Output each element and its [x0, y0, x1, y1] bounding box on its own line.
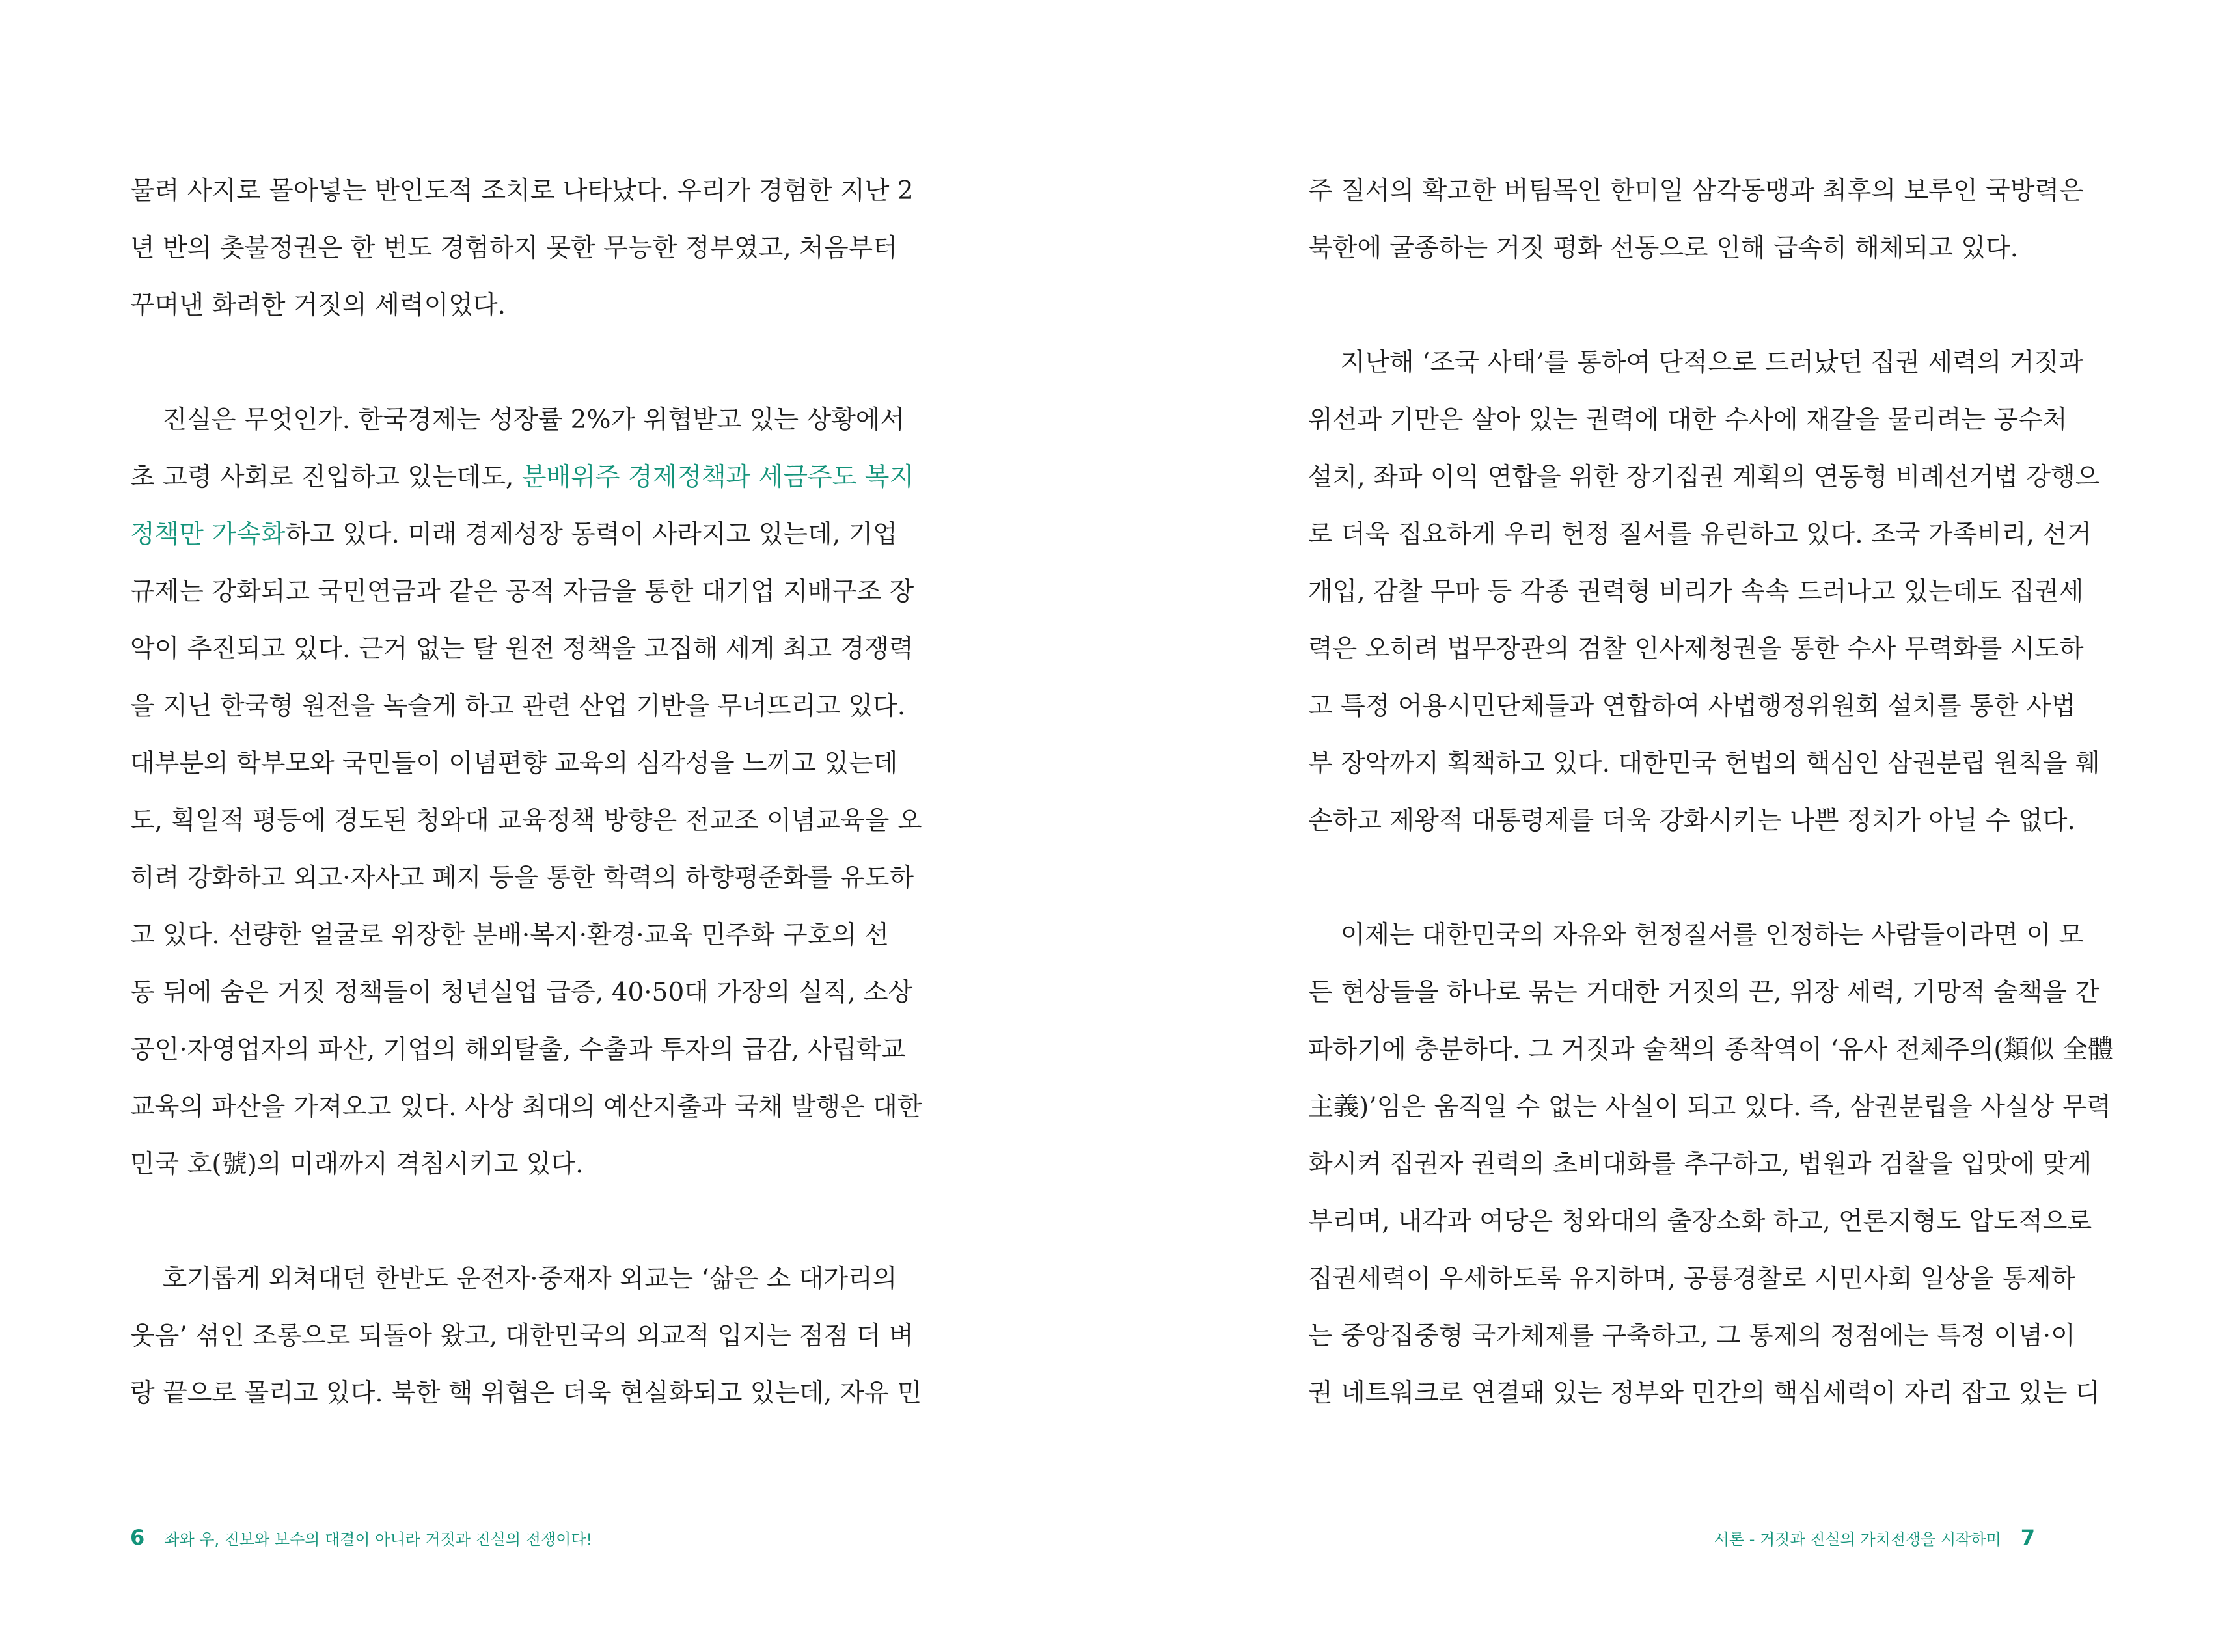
- left-page-footer: [130, 1521, 592, 1554]
- line-text: 부리며, 내각과 여당은 청와대의 출장소화 하고, 언론지형도 압도적으로: [1308, 1207, 2092, 1236]
- line-text: 권 네트워크로 연결돼 있는 정부와 민간의 핵심세력이 자리 잡고 있는 디: [1308, 1379, 2100, 1408]
- text-line: [130, 1087, 940, 1144]
- text-line: [130, 1029, 940, 1087]
- line-text: 물려 사지로 몰아넣는 반인도적 조치로 나타났다. 우리가 경험한 지난 2: [130, 176, 914, 206]
- line-text: 손하고 제왕적 대통령제를 더욱 강화시키는 나쁜 정치가 아닐 수 없다.: [1308, 806, 2075, 835]
- paragraph: [130, 1258, 940, 1430]
- line-text: 년 반의 촛불정권은 한 번도 경험하지 못한 무능한 정부였고, 처음부터: [130, 234, 897, 263]
- running-title: 서론 - 거짓과 진실의 가치전쟁을 시작하며: [1714, 1530, 2001, 1549]
- line-text: 주 질서의 확고한 버팀목인 한미일 삼각동맹과 최후의 보루인 국방력은: [1308, 176, 2084, 206]
- text-line: [1308, 342, 2118, 399]
- line-text: 대부분의 학부모와 국민들이 이념편향 교육의 심각성을 느끼고 있는데: [130, 749, 898, 778]
- text-line: [130, 629, 940, 686]
- line-text: 고 특정 어용시민단체들과 연합하여 사법행정위원회 설치를 통한 사법: [1308, 692, 2076, 721]
- text-line: [1308, 686, 2118, 743]
- line-text: 웃음’ 섞인 조롱으로 되돌아 왔고, 대한민국의 외교적 입지는 점점 더 벼: [130, 1321, 914, 1351]
- left-page: [0, 0, 1114, 1652]
- line-text: 을 지닌 한국형 원전을 녹슬게 하고 관련 산업 기반을 무너뜨리고 있다.: [130, 692, 906, 721]
- text-line: [130, 170, 940, 228]
- right-page: [1114, 0, 2229, 1652]
- line-text: 초 고령 사회로 진입하고 있는데도,: [130, 463, 522, 492]
- highlighted-text: 정책만 가속화: [130, 520, 286, 549]
- line-text: 력은 오히려 법무장관의 검찰 인사제청권을 통한 수사 무력화를 시도하: [1308, 634, 2084, 664]
- line-text: 공인·자영업자의 파산, 기업의 해외탈출, 수출과 투자의 급감, 사립학교: [130, 1035, 906, 1064]
- text-line: [130, 1316, 940, 1373]
- right-body-text: [1308, 170, 2118, 1430]
- line-text: 부 장악까지 획책하고 있다. 대한민국 헌법의 핵심인 삼권분립 원칙을 훼: [1308, 749, 2100, 778]
- text-line: [130, 858, 940, 915]
- paragraph: [1308, 915, 2118, 1430]
- text-line: [1308, 743, 2118, 800]
- page-number: 7: [2020, 1525, 2035, 1550]
- page-number: 6: [130, 1525, 145, 1550]
- line-text: 主義)’임은 움직일 수 없는 사실이 되고 있다. 즉, 삼권분립을 사실상 무력: [1308, 1092, 2111, 1122]
- line-text: 진실은 무엇인가. 한국경제는 성장률 2%가 위협받고 있는 상황에서: [130, 405, 905, 435]
- line-text: 하고 있다. 미래 경제성장 동력이 사라지고 있는데, 기업: [285, 520, 897, 549]
- paragraph: [130, 170, 940, 342]
- text-line: [130, 514, 940, 571]
- line-text: 이제는 대한민국의 자유와 헌정질서를 인정하는 사람들이라면 이 모: [1308, 921, 2084, 950]
- line-text: 로 더욱 집요하게 우리 헌정 질서를 유린하고 있다. 조국 가족비리, 선거: [1308, 520, 2092, 549]
- text-line: [1308, 800, 2118, 858]
- text-line: [130, 743, 940, 800]
- text-line: [1308, 571, 2118, 629]
- line-text: 히려 강화하고 외고·자사고 폐지 등을 통한 학력의 하향평준화를 유도하: [130, 863, 914, 893]
- right-page-footer: [1714, 1521, 2035, 1554]
- line-text: 든 현상들을 하나로 묶는 거대한 거짓의 끈, 위장 세력, 기망적 술책을 간: [1308, 978, 2100, 1007]
- text-line: [130, 686, 940, 743]
- text-line: [1308, 1144, 2118, 1201]
- highlighted-text: 분배위주 경제정책과 세금주도 복지: [521, 463, 914, 492]
- line-text: 지난해 ‘조국 사태’를 통하여 단적으로 드러났던 집권 세력의 거짓과: [1308, 348, 2083, 377]
- text-line: [1308, 399, 2118, 457]
- line-text: 개입, 감찰 무마 등 각종 권력형 비리가 속속 드러나고 있는데도 집권세: [1308, 577, 2084, 606]
- line-text: 교육의 파산을 가져오고 있다. 사상 최대의 예산지출과 국채 발행은 대한: [130, 1092, 922, 1122]
- text-line: [130, 800, 940, 858]
- line-text: 고 있다. 선량한 얼굴로 위장한 분배·복지·환경·교육 민주화 구호의 선: [130, 921, 889, 950]
- line-text: 랑 끝으로 몰리고 있다. 북한 핵 위협은 더욱 현실화되고 있는데, 자유 민: [130, 1379, 922, 1408]
- text-line: [130, 457, 940, 514]
- text-line: [130, 285, 940, 342]
- line-text: 집권세력이 우세하도록 유지하며, 공룡경찰로 시민사회 일상을 통제하: [1308, 1264, 2076, 1293]
- text-line: [1308, 457, 2118, 514]
- text-line: [1308, 972, 2118, 1029]
- text-line: [1308, 514, 2118, 571]
- line-text: 는 중앙집중형 국가체제를 구축하고, 그 통제의 정점에는 특정 이념·이: [1308, 1321, 2075, 1351]
- line-text: 도, 획일적 평등에 경도된 청와대 교육정책 방향은 전교조 이념교육을 오: [130, 806, 922, 835]
- text-line: [1308, 915, 2118, 972]
- text-line: [130, 972, 940, 1029]
- text-line: [130, 915, 940, 972]
- line-text: 북한에 굴종하는 거짓 평화 선동으로 인해 급속히 해체되고 있다.: [1308, 234, 2019, 263]
- paragraph: [1308, 170, 2118, 285]
- line-text: 화시켜 집권자 권력의 초비대화를 추구하고, 법원과 검찰을 입맛에 맞게: [1308, 1150, 2092, 1179]
- left-body-text: [130, 170, 940, 1430]
- text-line: [130, 1258, 940, 1316]
- text-line: [1308, 1258, 2118, 1316]
- text-line: [130, 571, 940, 629]
- text-line: [1308, 1316, 2118, 1373]
- text-line: [130, 399, 940, 457]
- text-line: [130, 1373, 940, 1430]
- line-text: 동 뒤에 숨은 거짓 정책들이 청년실업 급증, 40·50대 가장의 실직, 소상: [130, 978, 913, 1007]
- line-text: 설치, 좌파 이익 연합을 위한 장기집권 계획의 연동형 비례선거법 강행으: [1308, 463, 2100, 492]
- text-line: [1308, 1029, 2118, 1087]
- text-line: [130, 1144, 940, 1201]
- paragraph: [130, 399, 940, 1201]
- line-text: 규제는 강화되고 국민연금과 같은 공적 자금을 통한 대기업 지배구조 장: [130, 577, 914, 606]
- running-title: 좌와 우, 진보와 보수의 대결이 아니라 거짓과 진실의 전쟁이다!: [164, 1530, 593, 1549]
- text-line: [130, 228, 940, 285]
- line-text: 파하기에 충분하다. 그 거짓과 술책의 종착역이 ‘유사 전체주의(類似 全體: [1308, 1035, 2114, 1064]
- text-line: [1308, 629, 2118, 686]
- text-line: [1308, 228, 2118, 285]
- text-line: [1308, 170, 2118, 228]
- text-line: [1308, 1373, 2118, 1430]
- text-line: [1308, 1087, 2118, 1144]
- line-text: 호기롭게 외쳐대던 한반도 운전자·중재자 외교는 ‘삶은 소 대가리의: [130, 1264, 897, 1293]
- line-text: 꾸며낸 화려한 거짓의 세력이었다.: [130, 291, 506, 320]
- line-text: 위선과 기만은 살아 있는 권력에 대한 수사에 재갈을 물리려는 공수처: [1308, 405, 2068, 435]
- line-text: 악이 추진되고 있다. 근거 없는 탈 원전 정책을 고집해 세계 최고 경쟁력: [130, 634, 914, 664]
- line-text: 민국 호(號)의 미래까지 격침시키고 있다.: [130, 1150, 584, 1179]
- paragraph: [1308, 342, 2118, 858]
- text-line: [1308, 1201, 2118, 1258]
